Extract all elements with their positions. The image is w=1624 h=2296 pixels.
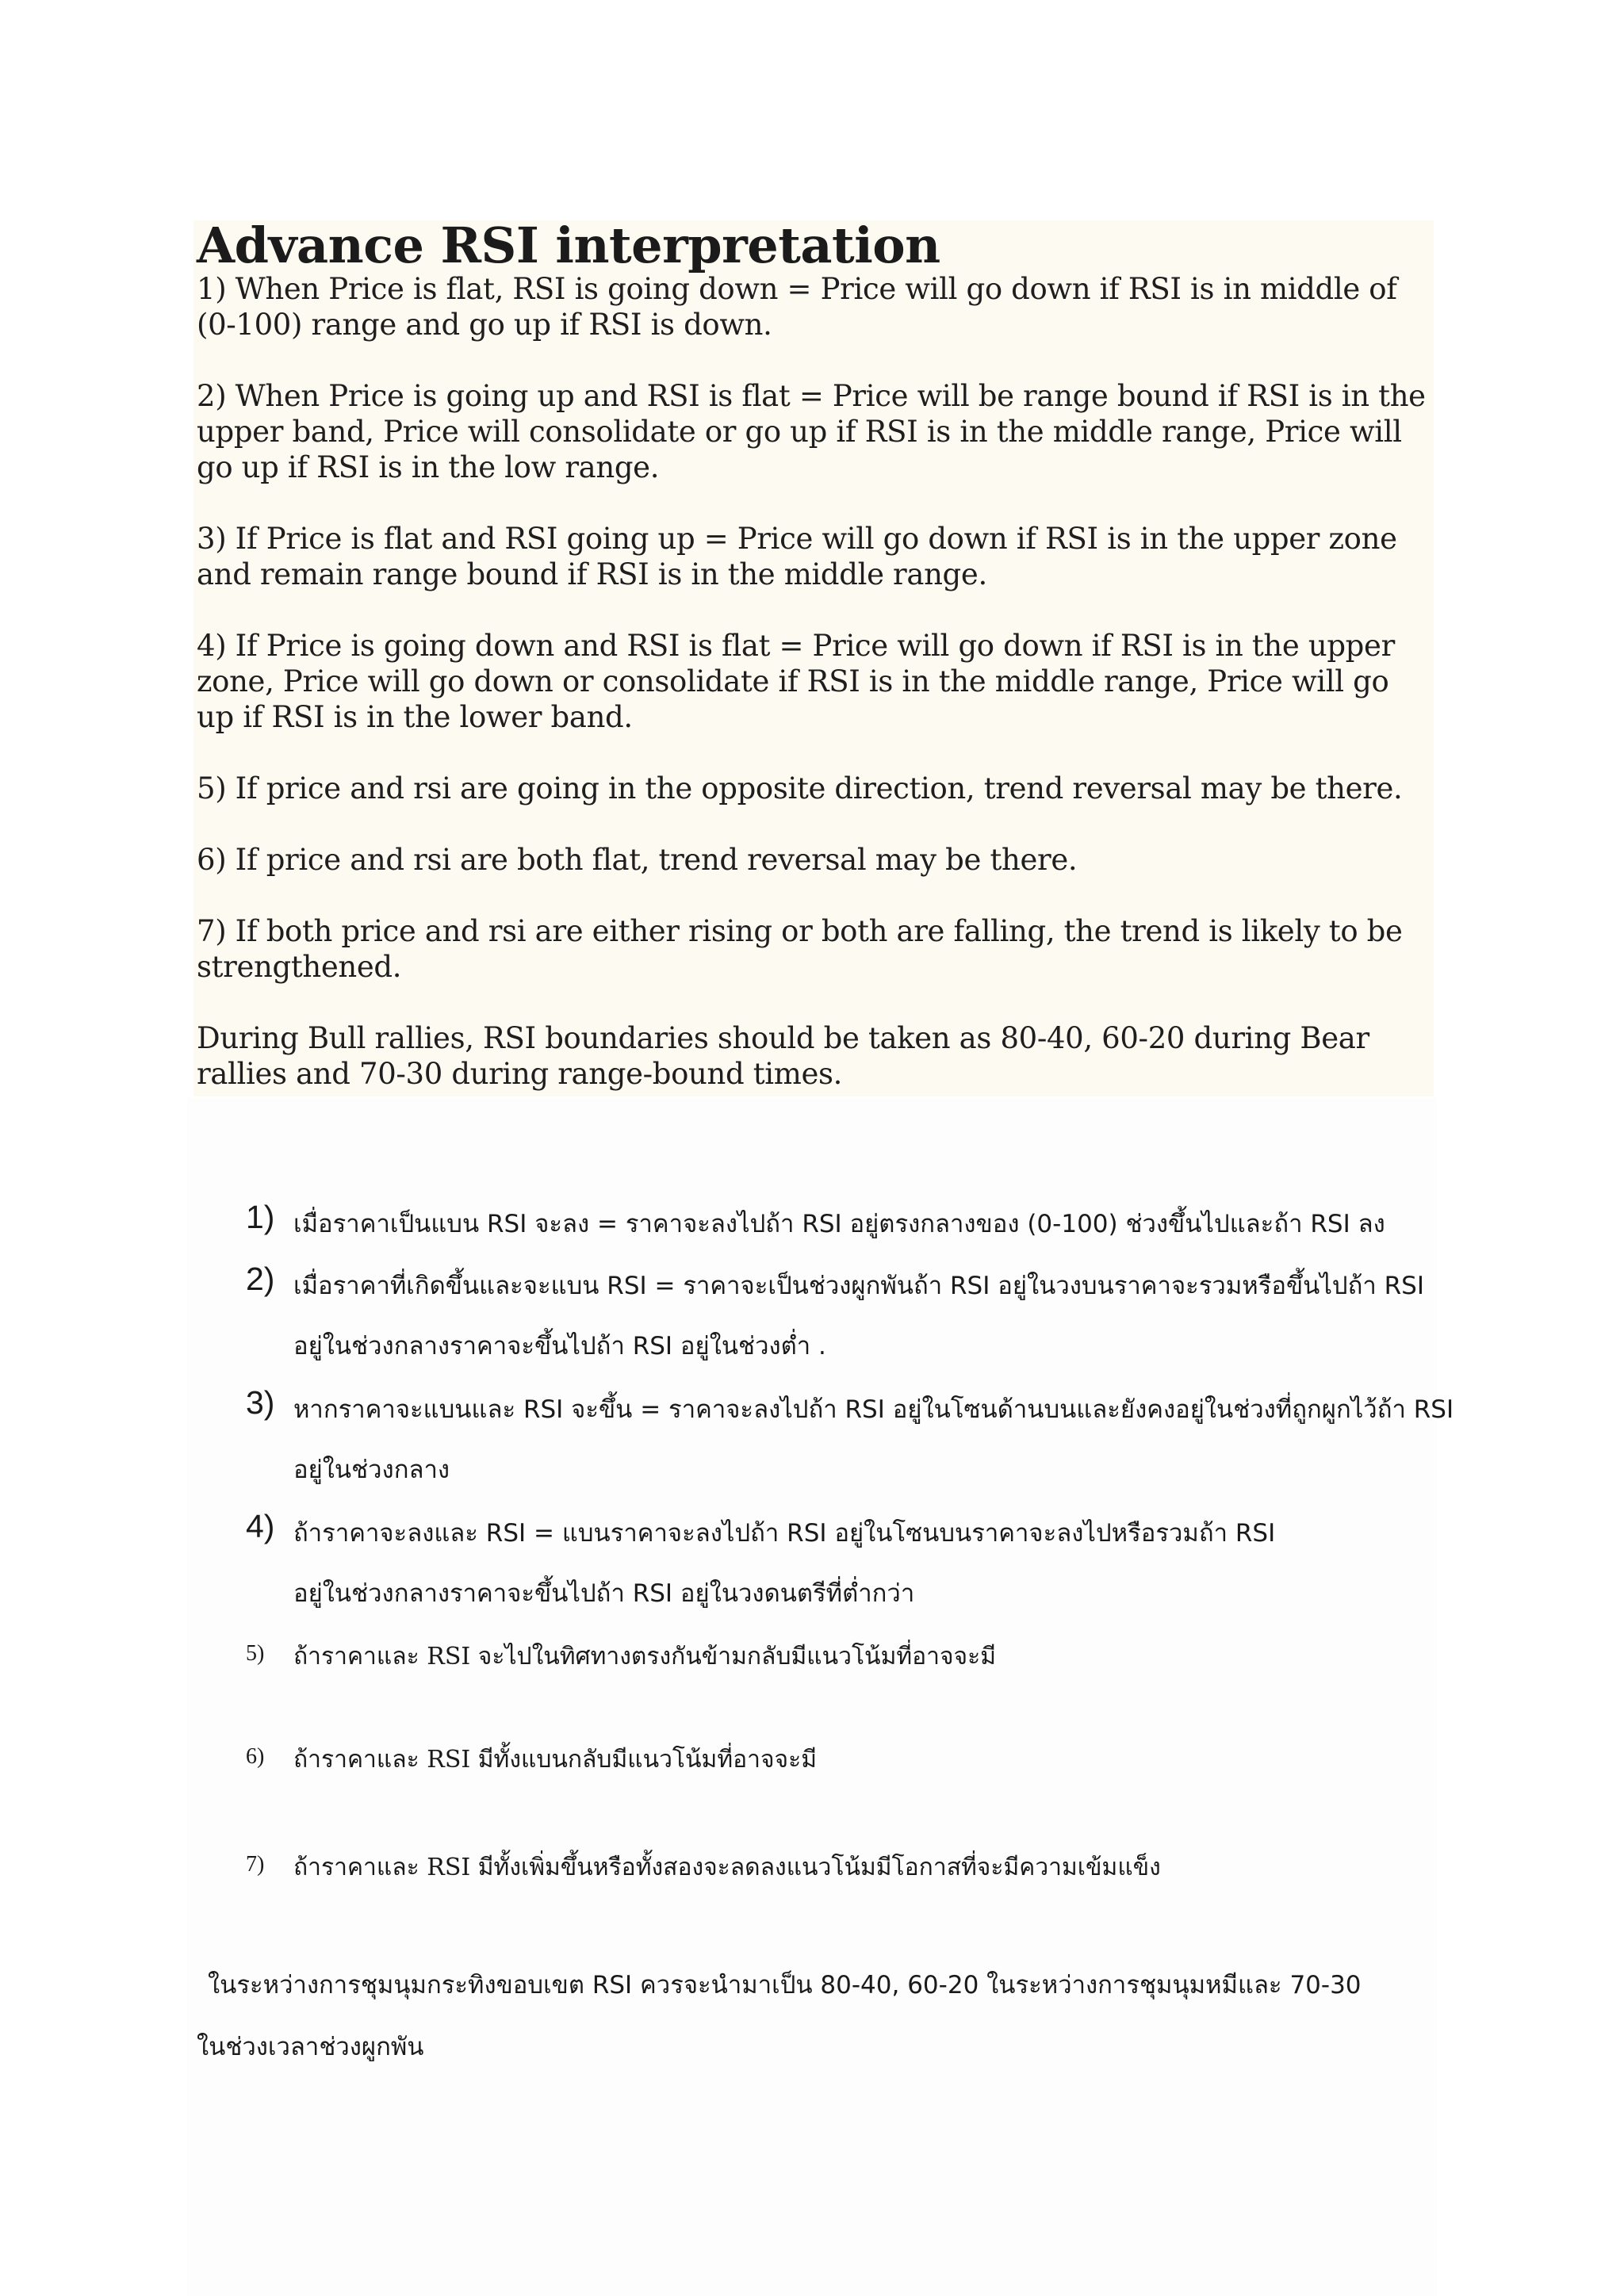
thai-item-text: ถ้าราคาและ RSI จะไปในทิศทางตรงกันข้ามกลับมีแนวโน้มที่อาจจะมี: [293, 1643, 997, 1670]
thai-item-text: เมื่อราคาเป็นแบน RSI จะลง = ราคาจะลงไปถ้า RSI อยู่ตรงกลางของ (0-100) ช่วงขึ้นไปและถ้า RSI ลง: [293, 1210, 1385, 1238]
thai-item-text-continued: อยู่ในช่วงกลางราคาจะขึ้นไปถ้า RSI อยู่ในวงดนตรีที่ต่ำกว่า: [293, 1579, 915, 1608]
thai-item-text: ถ้าราคาและ RSI มีทั้งแบนกลับมีแนวโน้มที่อาจจะมี: [293, 1746, 817, 1774]
thai-item-number: 6): [246, 1744, 265, 1769]
thai-item-text: เมื่อราคาที่เกิดขึ้นและจะแบน RSI = ราคาจะเป็นช่วงผูกพันถ้า RSI อยู่ในวงบนราคาจะรวมหรือขึ้นไปถ้า RSI: [293, 1272, 1424, 1300]
document-title: Advance RSI interpretation: [197, 216, 940, 274]
thai-item-number: 1): [246, 1199, 275, 1235]
thai-item-text: ถ้าราคาและ RSI มีทั้งเพิ่มขึ้นหรือทั้งสองจะลดลงแนวโน้มมีโอกาสที่จะมีความเข้มแข็ง: [293, 1854, 1161, 1881]
thai-item-number: 4): [246, 1508, 275, 1544]
english-point-7: 7) If both price and rsi are either rising or both are falling, the trend is likely to be strengthened.: [197, 914, 1403, 984]
thai-item-number: 3): [246, 1384, 275, 1421]
english-point-6: 6) If price and rsi are both flat, trend reversal may be there.: [197, 843, 1078, 877]
thai-item-text: ถ้าราคาจะลงและ RSI = แบนราคาจะลงไปถ้า RSI อยู่ในโซนบนราคาจะลงไปหรือรวมถ้า RSI: [293, 1519, 1276, 1548]
english-point-2: 2) When Price is going up and RSI is flat = Price will be range bound if RSI is in the upper band, Price will consolidate or go up if RSI is in the middle range, Price will go up if RSI is in the low range.: [197, 379, 1426, 484]
thai-item-number: 2): [246, 1261, 275, 1297]
thai-boundaries-note: ในระหว่างการชุมนุมกระทิงขอบเขต RSI ควรจะนำมาเป็น 80-40, 60-20 ในระหว่างการชุมนุมหมีและ 70-30: [208, 1971, 1362, 1999]
english-point-4: 4) If Price is going down and RSI is flat = Price will go down if RSI is in the upper zone, Price will go down or consolidate if RSI is in the middle range, Price will go up if RSI is in the lower band.: [197, 629, 1395, 734]
english-point-3: 3) If Price is flat and RSI going up = Price will go down if RSI is in the upper zone and remain range bound if RSI is in the middle range.: [197, 522, 1397, 591]
thai-item-text-continued: อยู่ในช่วงกลางราคาจะขึ้นไปถ้า RSI อยู่ในช่วงต่ำ .: [293, 1332, 826, 1360]
thai-boundaries-note-continued: ในช่วงเวลาช่วงผูกพัน: [197, 2033, 424, 2061]
thai-item-text-continued: อยู่ในช่วงกลาง: [293, 1456, 450, 1484]
thai-item-number: 5): [246, 1641, 265, 1666]
english-boundaries-note: During Bull rallies, RSI boundaries should be taken as 80-40, 60-20 during Bear rallies and 70-30 during range-bound times.: [197, 1021, 1369, 1091]
thai-item-text: หากราคาจะแบนและ RSI จะขึ้น = ราคาจะลงไปถ้า RSI อยู่ในโซนด้านบนและยังคงอยู่ในช่วงที่ถูกผูกไว้ถ้า RSI: [293, 1395, 1454, 1424]
thai-item-number: 7): [246, 1852, 265, 1877]
english-section: [193, 216, 1434, 1096]
english-point-5: 5) If price and rsi are going in the opposite direction, trend reversal may be there.: [197, 771, 1403, 806]
english-point-1: 1) When Price is flat, RSI is going down = Price will go down if RSI is in middle of (0-100) range and go up if RSI is down.: [197, 272, 1397, 342]
